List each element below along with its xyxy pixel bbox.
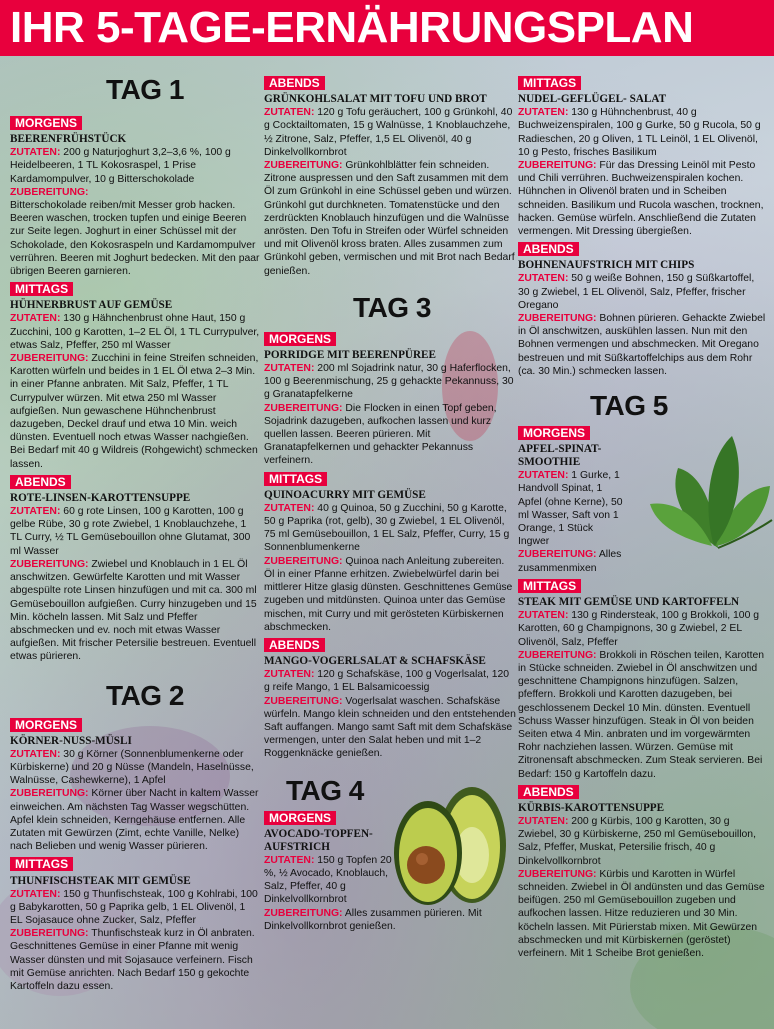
recipe-title: QUINOACURRY MIT GEMÜSE (264, 488, 426, 501)
preparation-text: Die Flocken in einen Topf geben, Sojadrink dazugeben, aufkochen lassen und kurz quellen lassen. Beeren pürieren. Mit Granatapfelkernen und gehackter Pekannuss verfeinern. (264, 402, 497, 467)
avocado-image (390, 769, 508, 909)
meal-label: MITTAGS (10, 282, 73, 296)
ingredients-label: ZUTATEN: (518, 470, 569, 482)
ingredients-text: 130 g Hähnchenbrust ohne Haut, 150 g Zucchini, 100 g Karotten, 1–2 EL Öl, 1 TL Currypulver, etwas Salz, Pfeffer, 250 ml Wasser (10, 313, 260, 351)
ingredients-text: 130 g Rindersteak, 100 g Brokkoli, 100 g Karotten, 60 g Champignons, 30 g Zwiebel, 2 EL Olivenöl, Salz, Pfeffer (518, 610, 760, 648)
preparation (264, 907, 516, 933)
preparation-label: ZUBEREITUNG: (264, 555, 343, 567)
meal-block (264, 328, 516, 468)
preparation-label: ZUBEREITUNG: (10, 928, 89, 940)
preparation-text: Thunfischsteak kurz in Öl anbraten. Geschnittenes Gemüse in einer Pfanne mit wenig Wasser dünsten und mit Sojasauce verfeinern. Fisch mit Gemüse anrichten. Nach Bedarf 150 g gekochte Kartoffeln dazu essen. (10, 928, 255, 992)
meal-block (10, 471, 260, 664)
tag4-section (264, 775, 516, 933)
meal-label: ABENDS (10, 475, 71, 489)
preparation-label: ZUBEREITUNG: (518, 649, 597, 661)
preparation (518, 649, 768, 781)
preparation-label: ZUBEREITUNG: (10, 558, 89, 570)
ingredients (264, 106, 516, 159)
preparation-label: ZUBEREITUNG: (518, 868, 597, 880)
ingredients-text: 130 g Hühnchenbrust, 40 g Buchweizenspiralen, 100 g Gurke, 50 g Rucola, 50 g Radieschen, 20 g Oliven, 1 TL Leinöl, 1 EL Olivenöl, 10 g Pesto, frisches Basilikum (518, 107, 761, 158)
meal-label: ABENDS (264, 638, 325, 652)
preparation (10, 787, 260, 853)
ingredients (518, 106, 768, 159)
ingredients-text: 150 g Thunfischsteak, 100 g Kohlrabi, 100 g Babykarotten, 50 g Paprika gelb, 1 EL Olivenöl, 1 EL Sojasauce ohne Zucker, Salz, Pfeffer (10, 888, 258, 926)
recipe-title: NUDEL-GEFLÜGEL- SALAT (518, 93, 667, 106)
ingredients-text: 40 g Quinoa, 50 g Zucchini, 50 g Karotte, 50 g Paprika (rot, gelb), 30 g Zwiebel, 1 EL Olivenöl, 75 ml Gemüsebouillon, 1 EL Salz, Pfeffer, Curry, 15 g Sonnenblumenkerne (264, 502, 510, 554)
meal-block (518, 72, 768, 238)
recipe-title: BEERENFRÜHSTÜCK (10, 133, 127, 146)
preparation-text: Kürbis und Karotten in Würfel schneiden. Zwiebel in Öl andünsten und das Gemüse beifügen. 250 ml Gemüsebouillon zugeben und aufkochen lassen. Hitze reduzieren und 30 Min. köcheln lassen. Mit Pürierstab mixen. Mit Gewürzen abschmecken und mit Kürbiskernen (geröstet) verfeinern. Mit 1 Scheibe Brot genießen. (518, 868, 765, 959)
meal-label: MITTAGS (264, 472, 327, 486)
ingredients-text: 60 g rote Linsen, 100 g Karotten, 100 g gelbe Rübe, 30 g rote Zwiebel, 1 Knoblauchzehe, 1 TL Curry, ½ TL Gemüsebouillon ohne Glutamat, 300 ml Wasser (10, 506, 251, 557)
ingredients-label: ZUTATEN: (518, 273, 569, 285)
column-2 (264, 70, 516, 933)
recipe-title: MANGO-VOGERLSALAT & SCHAFSKÄSE (264, 655, 486, 668)
ingredients (518, 272, 768, 312)
meal-label: MITTAGS (518, 579, 581, 593)
preparation-label: ZUBEREITUNG: (264, 907, 343, 919)
ingredients (10, 312, 260, 352)
preparation-label: ZUBEREITUNG: (518, 313, 597, 325)
ingredients-text: 120 g Tofu geräuchert, 100 g Grünkohl, 40 g Cocktailtomaten, 15 g Walnüsse, 1 Knoblauchzehe, ½ Zitrone, Salz, Pfeffer, 1,5 EL Olivenöl, 40 g Dinkelvollkornbrot (264, 107, 513, 158)
meal-block (264, 807, 396, 907)
ingredients-label: ZUTATEN: (518, 107, 569, 119)
column-1 (10, 60, 260, 993)
preparation-text: Alles zusammenmixen (518, 549, 622, 574)
preparation-label: ZUBEREITUNG: (264, 695, 343, 707)
recipe-title: BOHNENAUFSTRICH MIT CHIPS (518, 259, 695, 272)
preparation (264, 159, 516, 278)
preparation-text: Körner über Nacht in kaltem Wasser einweichen. Am nächsten Tag Wasser wegschütten. Apfel klein schneiden, Kerngehäuse entfernen. Alle Zutaten mit Gewürzen (Zimt, echte Vanille, Nelke) nach Belieben und wenig Wasser pürieren. (10, 788, 259, 853)
ingredients-text: 50 g weiße Bohnen, 150 g Süßkartoffel, 30 g Zwiebel, 1 EL Olivenöl, Salz, Pfeffer, frischer Oregano (518, 273, 755, 311)
preparation (264, 695, 516, 761)
preparation (518, 548, 626, 574)
preparation (518, 312, 768, 378)
meal-label: ABENDS (518, 242, 579, 256)
meal-block (10, 853, 260, 993)
recipe-title: KÖRNER-NUSS-MÜSLI (10, 734, 132, 747)
recipe-title: HÜHNERBRUST AUF GEMÜSE (10, 299, 173, 312)
ingredients-text: 30 g Körner (Sonnenblumenkerne oder Kürbiskerne) und 20 g Nüsse (Mandeln, Haselnüsse, Walnüsse, Cashewkerne), 1 Apfel (10, 748, 254, 787)
preparation-label: ZUBEREITUNG: (264, 160, 343, 172)
meal-label: MORGENS (518, 426, 590, 440)
preparation-text: Vogerlsalat waschen. Schafskäse würfeln. Mango klein schneiden und den entstehenden Saft auffangen. Mango samt Saft mit dem Schafskäse vermengen, unter den Salat heben und mit 1–2 Roggenknäcke genießen. (264, 695, 516, 760)
meal-block (10, 278, 260, 471)
recipe-title: PORRIDGE MIT BEERENPÜREE (264, 349, 436, 362)
preparation (10, 352, 260, 471)
ingredients-label: ZUTATEN: (264, 107, 315, 119)
preparation (264, 555, 516, 634)
preparation-text: Brokkoli in Röschen teilen, Karotten in Stücke schneiden. Zwiebel in Öl anschwitzen und geschnittene Champignons hinzufügen. Salzen, pfeffern. Brokkoli und Karotten dazugeben, bei geschlossenem Deckel 10 Min. dünsten. Eventuell Schuss Wasser hinzufügen. Steak in Öl von beiden Seiten etwa 4 Min. anbraten und im vorgewärmten Rohr nachziehen lassen. Würzen. Gemüse mit Zitronensaft abschmecken. Zum Steak servieren. Bei Bedarf: 150 g Kartoffeln dazu. (518, 649, 765, 780)
ingredients-text: 200 g Naturjoghurt 3,2–3,6 %, 100 g Heidelbeeren, 1 TL Kokosraspel, 1 Prise Kardamompulver, 10 g Bitterschokolade (10, 147, 231, 185)
meal-label: MORGENS (10, 116, 82, 130)
ingredients (518, 815, 768, 868)
meal-label: MITTAGS (518, 76, 581, 90)
day-heading: TAG 5 (590, 390, 668, 422)
ingredients-label: ZUTATEN: (10, 888, 61, 900)
preparation (264, 402, 516, 468)
day-heading: TAG 2 (106, 679, 184, 711)
ingredients-label: ZUTATEN: (264, 854, 315, 866)
preparation (10, 927, 260, 993)
meal-block (10, 714, 260, 854)
preparation-text: Bitterschokolade reiben/mit Messer grob hacken. Beeren waschen, trocken tupfen und einige Beeren zur Seite legen. Joghurt in einer Schüssel mit der Schokolade, den Kokosraspeln und Kardamompulver verrühren. Beeren mit Joghurt bedecken. Mit den paar übrigen Beeren garnieren. (10, 200, 260, 278)
page-title: IHR 5-TAGE-ERNÄHRUNGSPLAN (0, 0, 774, 56)
preparation-label: ZUBEREITUNG: (10, 353, 89, 365)
preparation-text: Alles zusammen pürieren. Mit Dinkelvollkornbrot genießen. (264, 907, 482, 932)
column-3 (518, 72, 768, 960)
recipe-title: AVOCADO-TOPFEN-AUFSTRICH (264, 827, 373, 853)
meal-block (264, 468, 516, 634)
meal-block (518, 781, 768, 960)
preparation-label: ZUBEREITUNG: (518, 549, 597, 561)
ingredients-label: ZUTATEN: (518, 610, 569, 622)
preparation-label: ZUBEREITUNG: (518, 160, 597, 172)
ingredients-text: 1 Gurke, 1 Handvoll Spinat, 1 Apfel (ohne Kerne), 50 ml Wasser, Saft von 1 Orange, 1 Stück Ingwer (518, 470, 623, 548)
preparation-label: ZUBEREITUNG: (10, 788, 89, 800)
ingredients (10, 748, 260, 788)
ingredients (264, 668, 516, 694)
day-heading: TAG 3 (353, 291, 431, 323)
preparation-text: Zucchini in feine Streifen schneiden, Karotten würfeln und beides in 1 EL Öl etwa 2–3 Min. in einer Pfanne anbraten. Mit Salz, Pfeffer, 1 TL Currypulver würzen. Mit etwa 250 ml Wasser aufgießen. Nun gewaschene Hühnchenbrust dazugeben, Deckel drauf und etwa 10 Min. weich dünsten. Eventuell noch etwas Wasser nachgießen. Bei Bedarf mit 40 g Wildreis (Rohgewicht) schmecken lassen. (10, 353, 259, 470)
ingredients (518, 609, 768, 649)
recipe-title: THUNFISCHSTEAK MIT GEMÜSE (10, 874, 191, 887)
preparation-text: Bohnen pürieren. Gehackte Zwiebel in Öl anschwitzen, auskühlen lassen. Nun mit den Bohnen vermengen und abschmecken. Mit Oregano bestreuen und mit Süßkartoffelchips aus dem Rohr (ca. 30 Min.) schmecken lassen. (518, 313, 766, 377)
preparation-text: Grünkohlblätter fein schneiden. Zitrone auspressen und den Saft zusammen mit dem Öl zum Grünkohl in eine Schüssel geben und würzen. Grünkohl gut durchkneten. Tomatenstücke und den zerdrückten Knoblauch hinzufügen und die Walnüsse anrösten. Den Tofu in Streifen oder Würfel schneiden und mit Olivenöl kross braten. Alles zusammen zum Grünkohl geben, vermischen und mit Brot nach Bedarf genießen. (264, 160, 515, 277)
recipe-title: ROTE-LINSEN-KAROTTENSUPPE (10, 492, 191, 505)
ingredients-label: ZUTATEN: (10, 506, 61, 518)
preparation-text: Für das Dressing Leinöl mit Pesto und Chili verrühren. Buchweizenspiralen kochen. Hühnchen in Olivenöl braten und in Scheiben schneiden. Basilikum und Rucola waschen, trocknen, hacken. Gemüse würfeln. Anschließend die Zutaten vermengen. Mit Dressing übergießen. (518, 160, 764, 238)
recipe-title: APFEL-SPINAT-SMOOTHIE (518, 443, 602, 469)
preparation-label: ZUBEREITUNG: (10, 186, 89, 198)
ingredients-text: 150 g Topfen 20 %, ½ Avocado, Knoblauch, Salz, Pfeffer, 40 g Dinkelvollkornbrot (264, 854, 392, 906)
day-heading: TAG 1 (106, 74, 184, 105)
meal-block (518, 422, 626, 575)
preparation-text: Zwiebel und Knoblauch in 1 EL Öl anschwitzen. Gewürfelte Karotten und mit Wasser abgespülte rote Linsen hinzufügen und mit ca. 300 ml Gemüsebouillon aufgießen. Curry hinzugeben und 15 Min. köcheln lassen. Mit Salz und Pfeffer abschmecken und ev. noch mit etwas Wasser aufgießen. Mit frischer Petersilie bestreuen. Eventuell etwas pürieren. (10, 558, 257, 663)
ingredients (10, 888, 260, 928)
meal-label: MORGENS (264, 811, 336, 825)
spinach-image (648, 428, 774, 556)
meal-block (264, 72, 516, 278)
ingredients-text: 200 ml Sojadrink natur, 30 g Haferflocken, 100 g Beerenmischung, 25 g gehackte Pekannuss, 30 g Granatapfelkerne (264, 363, 514, 401)
ingredients (264, 502, 516, 555)
ingredients (518, 469, 626, 548)
meal-block (264, 634, 516, 761)
ingredients (10, 146, 260, 186)
recipe-title: STEAK MIT GEMÜSE UND KARTOFFELN (518, 596, 740, 609)
preparation (518, 159, 768, 238)
meal-label: MORGENS (264, 332, 336, 346)
recipe-title: KÜRBIS-KAROTTENSUPPE (518, 801, 665, 814)
ingredients-label: ZUTATEN: (10, 748, 61, 760)
preparation-label: ZUBEREITUNG: (264, 402, 343, 414)
day-heading: TAG 4 (286, 774, 364, 806)
ingredients (264, 362, 516, 402)
ingredients-text: 200 g Kürbis, 100 g Karotten, 30 g Zwiebel, 30 g Kürbiskerne, 250 ml Gemüsebouillon, Salz, Pfeffer, Muskat, Petersilie frisch, 40 g Dinkelvollkornbrot (518, 815, 756, 867)
meal-label: ABENDS (264, 76, 325, 90)
ingredients-label: ZUTATEN: (264, 669, 315, 681)
meal-block (518, 238, 768, 378)
meal-label: ABENDS (518, 785, 579, 799)
recipe-title: GRÜNKOHLSALAT MIT TOFU UND BROT (264, 93, 487, 106)
ingredients-text: 120 g Schafskäse, 100 g Vogerlsalat, 120 g reife Mango, 1 EL Balsamicoessig (264, 669, 510, 694)
meal-label: MITTAGS (10, 857, 73, 871)
preparation (10, 558, 260, 664)
ingredients (264, 854, 396, 907)
ingredients (10, 505, 260, 558)
preparation (518, 868, 768, 960)
ingredients-label: ZUTATEN: (264, 502, 315, 514)
meal-block (518, 575, 768, 781)
tag5-morning-section (518, 422, 768, 575)
meal-block (10, 112, 260, 278)
ingredients-label: ZUTATEN: (10, 313, 61, 325)
ingredients-label: ZUTATEN: (264, 363, 315, 375)
ingredients-label: ZUTATEN: (10, 147, 61, 159)
preparation-text: Quinoa nach Anleitung zubereiten. Öl in einer Pfanne erhitzen. Zwiebelwürfel darin bei mittlerer Hitze glasig dünsten. Geschnittenes Gemüse zugeben und mitdünsten. Quinoa unter das Gemüse mischen, mit Curry und mit gerösteten Kürbiskernen abschmecken. (264, 555, 513, 633)
meal-label: MORGENS (10, 718, 82, 732)
ingredients-label: ZUTATEN: (518, 815, 569, 827)
